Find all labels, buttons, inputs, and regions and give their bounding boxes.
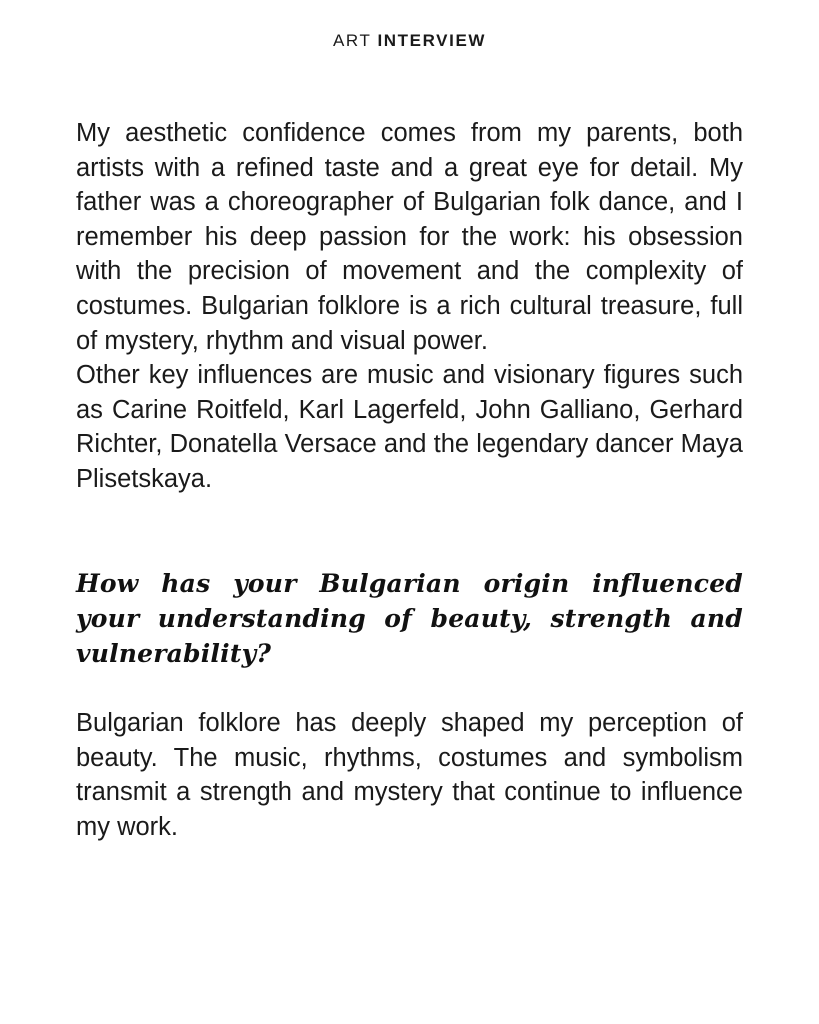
answer-1-paragraph-1: My aesthetic confidence comes from my parents, both artists with a refined taste and a great eye for detail. My father was a choreographer of Bulgarian folk dance, and I remember his deep passion for the work: his obsession with the precision of movement and the complexity of costumes. Bulgarian folklore is a rich cultural treasure, full of mystery, rhythm and visual power. (76, 119, 743, 355)
interview-question: How has your Bulgarian origin influenced your understanding of beauty, strength and vulnerability? (76, 569, 743, 668)
page-header (0, 31, 819, 51)
answer-1-paragraph-2: Other key influences are music and visionary figures such as Carine Roitfeld, Karl Lagerfeld, John Galliano, Gerhard Richter, Donatella Versace and the legendary dancer Maya Plisetskaya. (76, 361, 743, 493)
header-kicker: ART (332, 31, 372, 50)
answer-2-paragraph-1: Bulgarian folklore has deeply shaped my perception of beauty. The music, rhythms, costumes and symbolism transmit a strength and mystery that continue to influence my work. (76, 709, 743, 841)
answer-block-1 (76, 116, 743, 497)
answer-block-2 (76, 706, 743, 844)
header-section: INTERVIEW (377, 31, 487, 50)
